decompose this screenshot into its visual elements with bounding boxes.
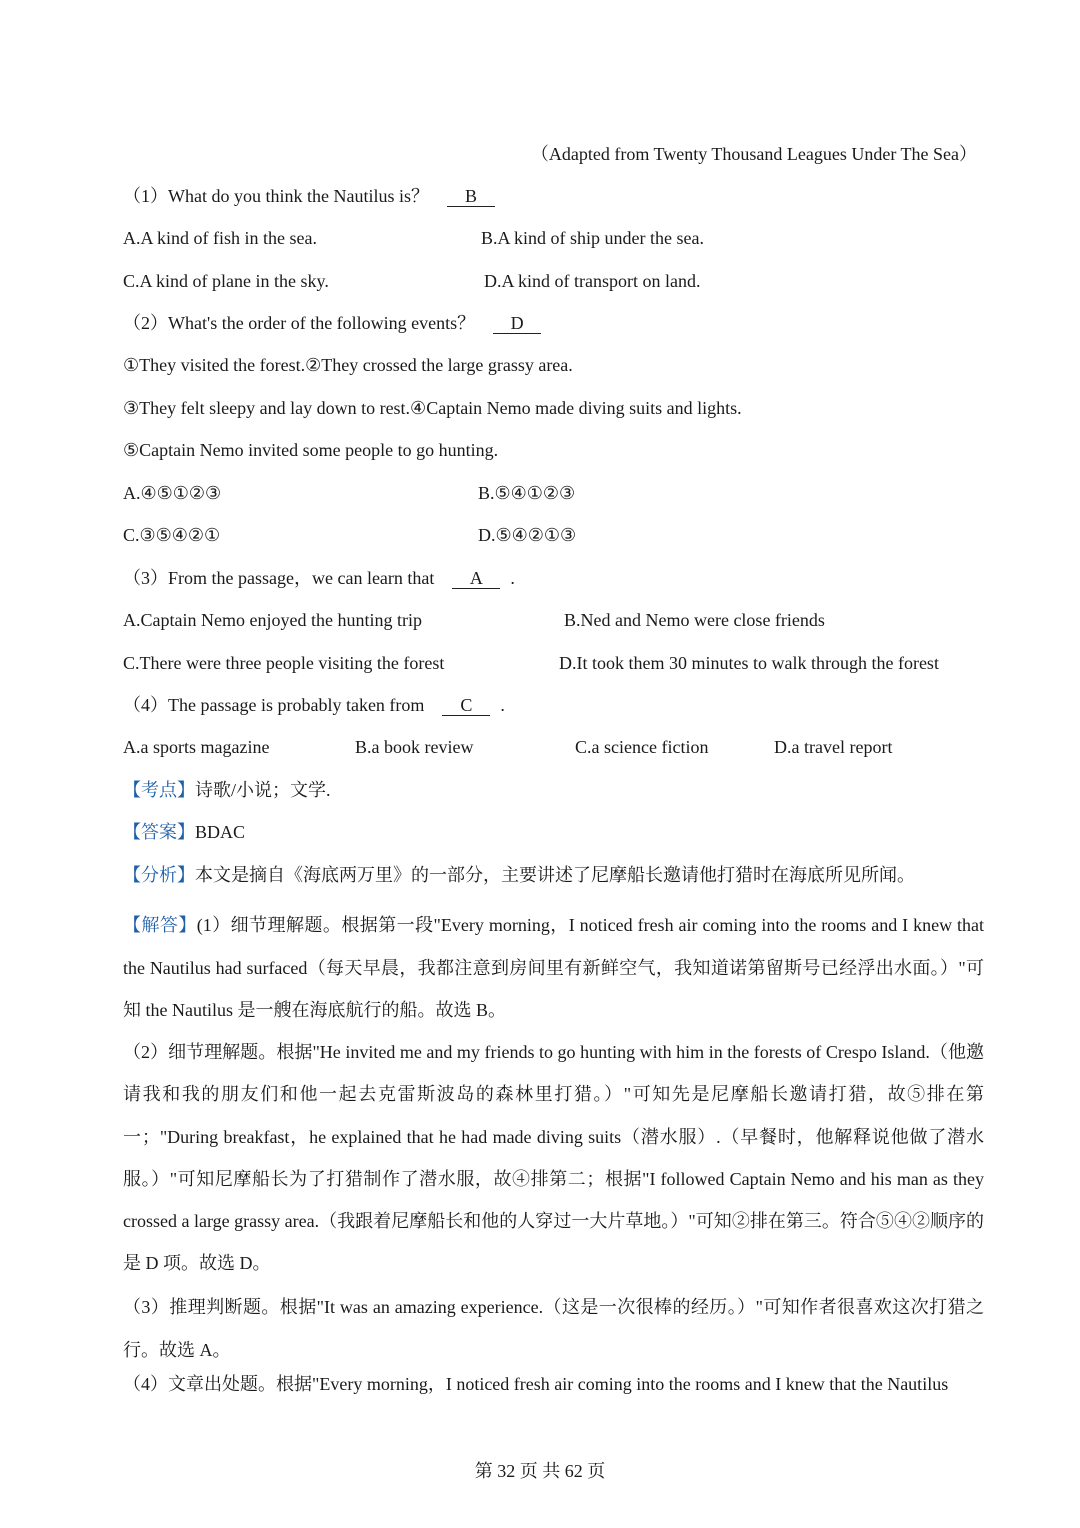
answer-blank: C (442, 695, 490, 716)
option: C.A kind of plane in the sky. (123, 271, 329, 291)
option: B.a book review (355, 737, 474, 757)
jieda-paragraph-1 (123, 904, 984, 1032)
kaodian-line (123, 777, 984, 803)
option: D.⑤④②①③ (478, 525, 577, 545)
answer-blank: A (452, 568, 500, 589)
option: B.⑤④①②③ (478, 483, 576, 503)
daan-label: 【答案】 (123, 822, 195, 842)
kaodian-text: 诗歌/小说；文学. (195, 780, 331, 800)
jieda-paragraph-4: （4）文章出处题。根据"Every morning，I noticed fresh air coming into the rooms and I knew that the Nautilus (123, 1374, 949, 1394)
question-2-stem (123, 310, 984, 336)
fenxi-line (123, 862, 984, 888)
stem-tail: . (500, 695, 505, 715)
option: D.A kind of transport on land. (484, 271, 701, 291)
kaodian-label: 【考点】 (123, 780, 195, 800)
question-stem-text: （3）From the passage，we can learn that (123, 568, 435, 588)
option: A.A kind of fish in the sea. (123, 228, 317, 248)
answer-blank: B (447, 186, 495, 207)
question-stem-text: （4）The passage is probably taken from (123, 695, 425, 715)
option: A.Captain Nemo enjoyed the hunting trip (123, 610, 422, 630)
option: C.a science fiction (575, 737, 709, 757)
question-stem-text: （1）What do you think the Nautilus is？ (123, 186, 429, 206)
jieda-label: 【解答】 (123, 915, 197, 935)
option: C.There were three people visiting the forest (123, 653, 445, 673)
fenxi-text: 本文是摘自《海底两万里》的一部分，主要讲述了尼摩船长邀请他打猎时在海底所见所闻。 (195, 865, 915, 885)
question-3-stem (123, 565, 984, 591)
source-line: （Adapted from Twenty Thousand Leagues Under The Sea） (530, 144, 977, 164)
page-footer: 第 32 页 共 62 页 (474, 1461, 606, 1481)
jieda-text: (1）细节理解题。根据第一段"Every morning，I noticed fresh air coming into the rooms and I knew that the Nautilus had surfaced（每天早晨，我都注意到房间里有新鲜空气，我知道诺第留斯号已经浮出水面。）"可知 the Nautilus 是一艘在海底航行的船。故选 B。 (123, 915, 985, 1020)
daan-line (123, 819, 984, 845)
jieda-paragraph-3: （3）推理判断题。根据"It was an amazing experience.（这是一次很棒的经历。）"可知作者很喜欢这次打猎之行。故选 A。 (123, 1297, 984, 1360)
question-stem-text: （2）What's the order of the following events？ (123, 313, 476, 333)
jieda-paragraph-2: （2）细节理解题。根据"He invited me and my friends to go hunting with him in the forests of Crespo Island.（他邀请我和我的朋友们和他一起去克雷斯波岛的森林里打猎。）"可知先是尼摩船长邀请打猎，故⑤排在第一；"During breakfast，he explained that he had made diving suits（潜水服）.（早餐时，他解释说他做了潜水服。）"可知尼摩船长为了打猎制作了潜水服，故④排第二；根据"I followed Captain Nemo and his man as they crossed a large grassy area.（我跟着尼摩船长和他的人穿过一大片草地。）"可知②排在第三。符合⑤④②顺序的是 D 项。故选 D。 (123, 1042, 984, 1274)
answer-blank: D (493, 313, 541, 334)
event-line: ⑤Captain Nemo invited some people to go hunting. (123, 440, 499, 460)
option: C.③⑤④②① (123, 525, 221, 545)
option: B.Ned and Nemo were close friends (564, 610, 825, 630)
event-line: ①They visited the forest.②They crossed the large grassy area. (123, 355, 573, 375)
stem-tail: . (510, 568, 515, 588)
option: A.a sports magazine (123, 737, 270, 757)
question-1-stem (123, 183, 984, 209)
option: A.④⑤①②③ (123, 483, 222, 503)
daan-text: BDAC (195, 822, 246, 842)
option: D.a travel report (774, 737, 893, 757)
fenxi-label: 【分析】 (123, 865, 195, 885)
option: D.It took them 30 minutes to walk through the forest (559, 653, 939, 673)
question-4-stem (123, 692, 984, 718)
option: B.A kind of ship under the sea. (481, 228, 704, 248)
event-line: ③They felt sleepy and lay down to rest.④Captain Nemo made diving suits and lights. (123, 398, 742, 418)
